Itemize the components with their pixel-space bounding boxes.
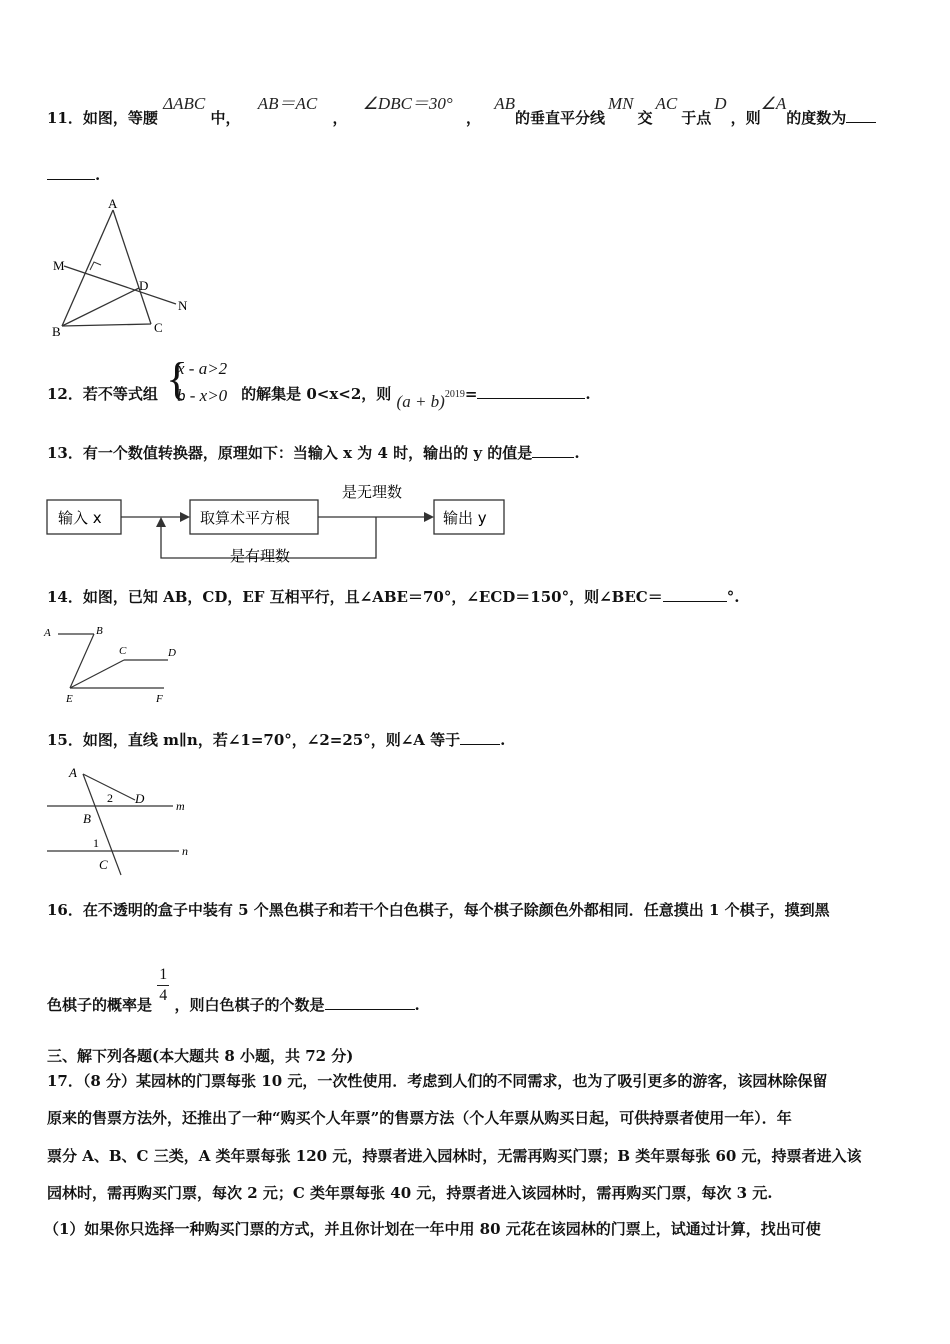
q11-answer-blank-cont xyxy=(47,165,95,180)
q17-line-3: 票分 A、B、C 三类，A 类年票每张 120 元，持票者进入园林时，无需再购买门票；B 类年票每张 60 元，持票者进入该 xyxy=(47,1147,862,1165)
q14-text: 14．如图，已知 AB，CD，EF 互相平行，且∠ABE＝70°，∠ECD＝150°，则∠BEC＝ xyxy=(47,588,663,606)
q12-equals: = xyxy=(464,385,478,403)
q15-answer-blank xyxy=(460,730,500,745)
q14-figure xyxy=(42,622,192,712)
q14-line-be xyxy=(70,634,94,688)
q11-label-c: C xyxy=(154,320,163,335)
q13-process-label: 取算术平方根 xyxy=(200,509,291,527)
q12-number: 12． xyxy=(47,385,83,403)
q13-input-label: 输入 x xyxy=(58,509,102,527)
q17-line-5: （1）如果你只选择一种购买门票的方式，并且你计划在一年中用 80 元花在该园林的门票上，试通过计算，找出可使 xyxy=(44,1220,821,1238)
q11-math-d: D xyxy=(714,94,727,113)
q13-rational-label: 是有理数 xyxy=(230,547,291,565)
q13-line xyxy=(47,442,580,463)
q13-irrational-label: 是无理数 xyxy=(342,483,403,501)
q15-label-m: m xyxy=(176,799,185,813)
q11-text-6: 交 xyxy=(637,109,653,127)
q16-answer-blank xyxy=(325,995,415,1010)
q12-system-brace: { xyxy=(166,353,189,404)
q11-text-9: 的度数为 xyxy=(786,109,847,127)
q14-end: °. xyxy=(726,588,740,606)
q12-expression: (a + b) xyxy=(396,392,445,411)
q11-text-2: 中， xyxy=(210,109,241,127)
q15-figure xyxy=(45,765,205,880)
q15-label-one: 1 xyxy=(93,836,99,850)
q11-line-ac xyxy=(113,210,151,324)
q15-text: 15．如图，直线 m∥n，若∠1=70°，∠2=25°，则∠A 等于 xyxy=(47,731,461,749)
q15-label-b: B xyxy=(83,811,91,826)
q11-label-n: N xyxy=(178,298,188,313)
q11-label-b: B xyxy=(52,324,61,339)
q15-end: . xyxy=(500,731,506,749)
q11-text-4: ， xyxy=(465,109,481,127)
q11-answer-blank xyxy=(846,108,876,123)
q13-arrow-2-head xyxy=(424,512,434,522)
q11-math-mn: MN xyxy=(608,94,634,113)
q14-label-f: F xyxy=(156,693,163,705)
q11-right-angle-mark xyxy=(90,262,101,270)
q11-label-a: A xyxy=(108,196,118,211)
q11-number: 11． xyxy=(47,109,83,127)
q11-math-angle: ∠DBC＝30° xyxy=(362,94,453,113)
q12-line xyxy=(47,383,591,411)
q16-text-1: 色棋子的概率是 xyxy=(47,995,153,1014)
q12-text-1: 若不等式组 xyxy=(82,385,158,403)
q11-label-m: M xyxy=(53,258,65,273)
q11-text-3: ， xyxy=(332,109,348,127)
q15-label-d: D xyxy=(135,791,145,806)
q11-text-8: ，则 xyxy=(730,109,761,127)
q11-math-ac: AC xyxy=(655,94,678,113)
q13-loop-head xyxy=(156,517,166,527)
q11-line-bc xyxy=(62,324,151,326)
q14-label-b: B xyxy=(96,625,103,637)
q11-figure xyxy=(50,196,200,340)
q11-math-triangle: ΔABC xyxy=(163,94,206,113)
q11-line-2 xyxy=(47,165,100,184)
q12-system-line-2: b - x>0 xyxy=(177,386,228,405)
q14-answer-blank xyxy=(663,587,727,602)
q16-line-1: 16．在不透明的盒子中装有 5 个黑色棋子和若干个白色棋子，每个棋子除颜色外都相同．任意摸出 1 个棋子，摸到黑 xyxy=(47,901,830,919)
q13-output-label: 输出 y xyxy=(443,509,487,527)
q14-label-e: E xyxy=(66,693,73,705)
q13-text: 13．有一个数值转换器，原理如下：当输入 x 为 4 时，输出的 y 的值是 xyxy=(47,444,533,462)
q17-line-4: 园林时，需再购买门票，每次 2 元；C 类年票每张 40 元，持票者进入该园林时，需再购买门票，每次 3 元. xyxy=(47,1184,773,1202)
q16-fraction-denominator: 4 xyxy=(159,987,168,1004)
q13-answer-blank xyxy=(532,443,574,458)
q13-arrow-1-head xyxy=(180,512,190,522)
q16-end: . xyxy=(414,995,420,1014)
q12-system-line-1: x - a>2 xyxy=(177,359,228,378)
q11-end: . xyxy=(95,166,101,184)
q12-answer-blank xyxy=(477,384,585,399)
q17-line-1: 17．（8 分）某园林的门票每张 10 元，一次性使用．考虑到人们的不同需求，也为了吸引更多的游客，该园林除保留 xyxy=(47,1072,828,1090)
q11-text-1: 如图，等腰 xyxy=(82,109,158,127)
q12-exponent: 2019 xyxy=(444,389,465,400)
q14-label-c: C xyxy=(119,645,127,657)
q16-fraction-numerator: 1 xyxy=(157,965,169,986)
q11-math-ab: AB xyxy=(494,94,515,113)
q17-line-2: 原来的售票方法外，还推出了一种“购买个人年票”的售票方法（个人年票从购买日起，可供持票者使用一年）．年 xyxy=(47,1109,792,1127)
q15-label-n: n xyxy=(182,844,188,858)
q11-line xyxy=(47,94,876,128)
q11-math-angle-a: ∠A xyxy=(760,94,787,113)
q16-line-2 xyxy=(47,965,420,1014)
q15-label-a: A xyxy=(69,765,77,780)
q13-flowchart xyxy=(45,478,515,568)
q11-line-bd xyxy=(62,288,139,326)
q14-label-a: A xyxy=(44,627,51,639)
q13-end: . xyxy=(574,444,580,462)
q14-line-ec xyxy=(70,660,124,688)
q16-text-2: ，则白色棋子的个数是 xyxy=(174,995,325,1014)
q12-text-2: 的解集是 0<x<2，则 xyxy=(241,385,392,403)
q11-label-d: D xyxy=(139,278,149,293)
q15-label-c: C xyxy=(99,857,108,872)
section-heading: 三、解下列各题(本大题共 8 小题，共 72 分) xyxy=(47,1047,354,1065)
q11-text-5: 的垂直平分线 xyxy=(515,109,606,127)
q11-text-7: 于点 xyxy=(681,109,712,127)
q15-label-two: 2 xyxy=(107,791,113,805)
q14-label-d: D xyxy=(168,647,176,659)
q11-line-mn xyxy=(64,266,176,304)
q12-end: . xyxy=(585,385,591,403)
q11-math-ab-ac: AB＝AC xyxy=(257,94,318,113)
q16-fraction xyxy=(157,965,169,1006)
q15-line xyxy=(47,729,505,750)
q14-line xyxy=(47,586,739,607)
